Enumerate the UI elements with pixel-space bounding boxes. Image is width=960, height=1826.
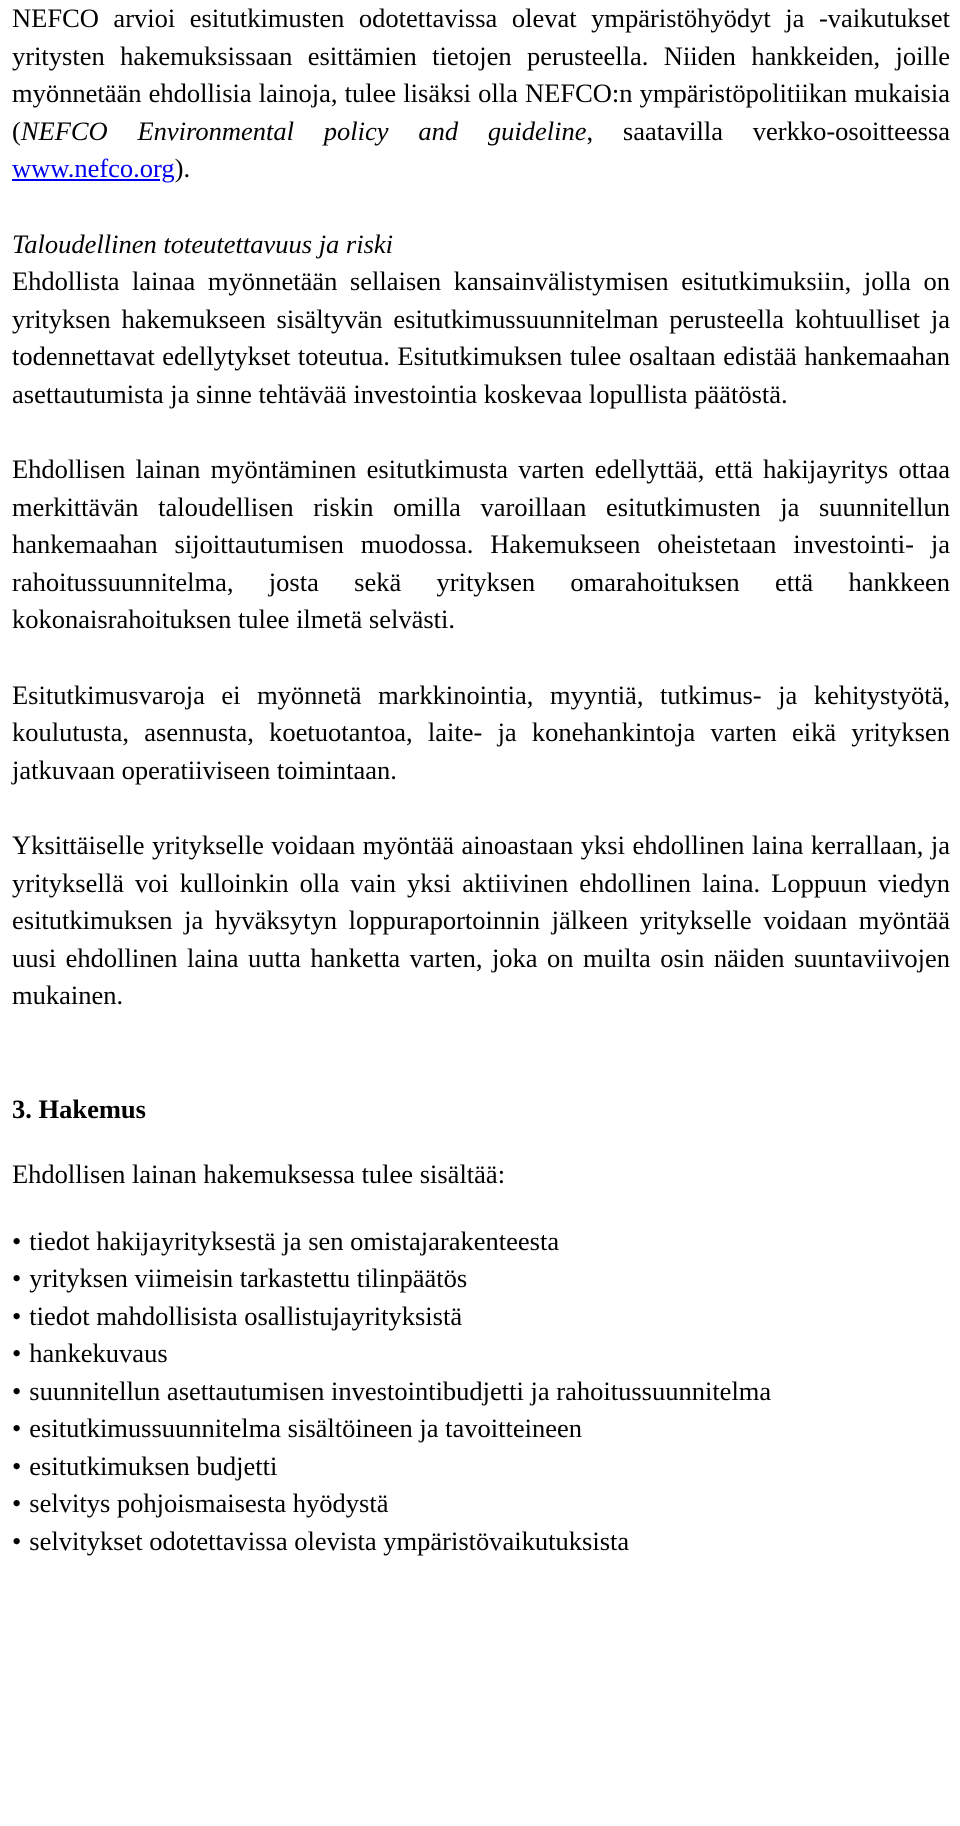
list-item	[12, 1523, 950, 1561]
list-item-text: suunnitellun asettautumisen investointibudjetti ja rahoitussuunnitelma	[29, 1375, 772, 1406]
list-item-text: tiedot mahdollisista osallistujayrityksistä	[29, 1300, 463, 1331]
list-item-text: esitutkimuksen budjetti	[29, 1450, 278, 1481]
paragraph-text: NEFCO arvioi esitutkimusten odotettavissa olevat ympäristöhyödyt ja -vaikutukset yritysten hakemuksissaan esittämien tietojen perusteella. Niiden hankkeiden, joille myönnetään ehdollisia lainoja, tulee lisäksi olla NEFCO:n ympäristöpolitiikan mukaisia (	[12, 3, 950, 146]
list-item	[12, 1223, 950, 1261]
list-item-text: selvitykset odotettavissa olevista ympäristövaikutuksista	[29, 1525, 630, 1556]
list-item-text: hankekuvaus	[29, 1338, 168, 1368]
list-item-text: tiedot hakijayrityksestä ja sen omistajarakenteesta	[29, 1225, 560, 1256]
bullet-icon: •	[12, 1263, 22, 1293]
list-item-text: selvitys pohjoismaisesta hyödystä	[29, 1488, 389, 1518]
list-item-text: esitutkimussuunnitelma sisältöineen ja tavoitteineen	[29, 1413, 582, 1443]
bullet-icon: •	[12, 1300, 22, 1331]
list-item	[12, 1485, 950, 1523]
paragraph-excluded-costs: Esitutkimusvaroja ei myönnetä markkinointia, myyntiä, tutkimus- ja kehitystyötä, koulutusta, asennusta, koetuotantoa, laite- ja konehankintoja varten eikä yrityksen jatkuvaan operatiiviseen toimintaan.	[12, 679, 950, 785]
paragraph-feasibility: Ehdollista lainaa myönnetään sellaisen kansainvälistymisen esitutkimuksiin, jolla on yrityksen hakemukseen sisältyvän esitutkimussuunnitelman perusteella kohtuulliset ja todennettavat edellytykset toteutua. Esitutkimuksen tulee osaltaan edistää hankemaahan asettautumista ja sinne tehtävää investointia koskevaa lopullista päätöstä.	[12, 266, 950, 409]
bullet-icon: •	[12, 1413, 22, 1443]
bullet-icon: •	[12, 1525, 22, 1556]
paragraph-text: ).	[174, 153, 191, 183]
paragraph-single-loan: Yksittäiselle yritykselle voidaan myöntää ainoastaan yksi ehdollinen laina kerrallaan, ja yrityksellä voi kulloinkin olla vain yksi aktiivinen ehdollinen laina. Loppuun viedyn esitutkimuksen ja hyväksytyn loppuraportoinnin jälkeen yritykselle voidaan myöntää uusi ehdollinen laina uutta hanketta varten, joka on muilta osin näiden suuntaviivojen mukainen.	[12, 830, 950, 1010]
list-item	[12, 1335, 950, 1373]
bullet-icon: •	[12, 1488, 22, 1518]
list-item	[12, 1298, 950, 1336]
bullet-icon: •	[12, 1450, 22, 1481]
list-item	[12, 1260, 950, 1298]
bullet-icon: •	[12, 1338, 22, 1368]
section-heading: 3. Hakemus	[12, 1093, 146, 1124]
section-intro: Ehdollisen lainan hakemuksessa tulee sisältää:	[12, 1159, 506, 1189]
paragraph-text: , saatavilla verkko-osoitteessa	[586, 115, 950, 146]
list-item	[12, 1373, 950, 1411]
list-item-text: yrityksen viimeisin tarkastettu tilinpäätös	[29, 1263, 468, 1293]
requirements-list	[12, 1223, 950, 1561]
document-page	[12, 0, 950, 1560]
list-item	[12, 1448, 950, 1486]
subheading-feasibility: Taloudellinen toteutettavuus ja riski	[12, 228, 394, 259]
paragraph-financial-risk: Ehdollisen lainan myöntäminen esitutkimusta varten edellyttää, että hakijayritys ottaa merkittävän taloudellisen riskin omilla varoillaan esitutkimusten ja suunnitellun hankemaahan sijoittautumisen muodossa. Hakemukseen oheistetaan investointi- ja rahoitussuunnitelma, josta sekä yrityksen omarahoituksen että hankkeen kokonaisrahoituksen tulee ilmetä selvästi.	[12, 454, 950, 634]
policy-title: NEFCO Environmental policy and guideline	[20, 115, 587, 146]
list-item	[12, 1410, 950, 1448]
bullet-icon: •	[12, 1375, 22, 1406]
nefco-website-link[interactable]: www.nefco.org	[12, 153, 175, 183]
paragraph-environment	[12, 0, 950, 188]
bullet-icon: •	[12, 1225, 22, 1256]
